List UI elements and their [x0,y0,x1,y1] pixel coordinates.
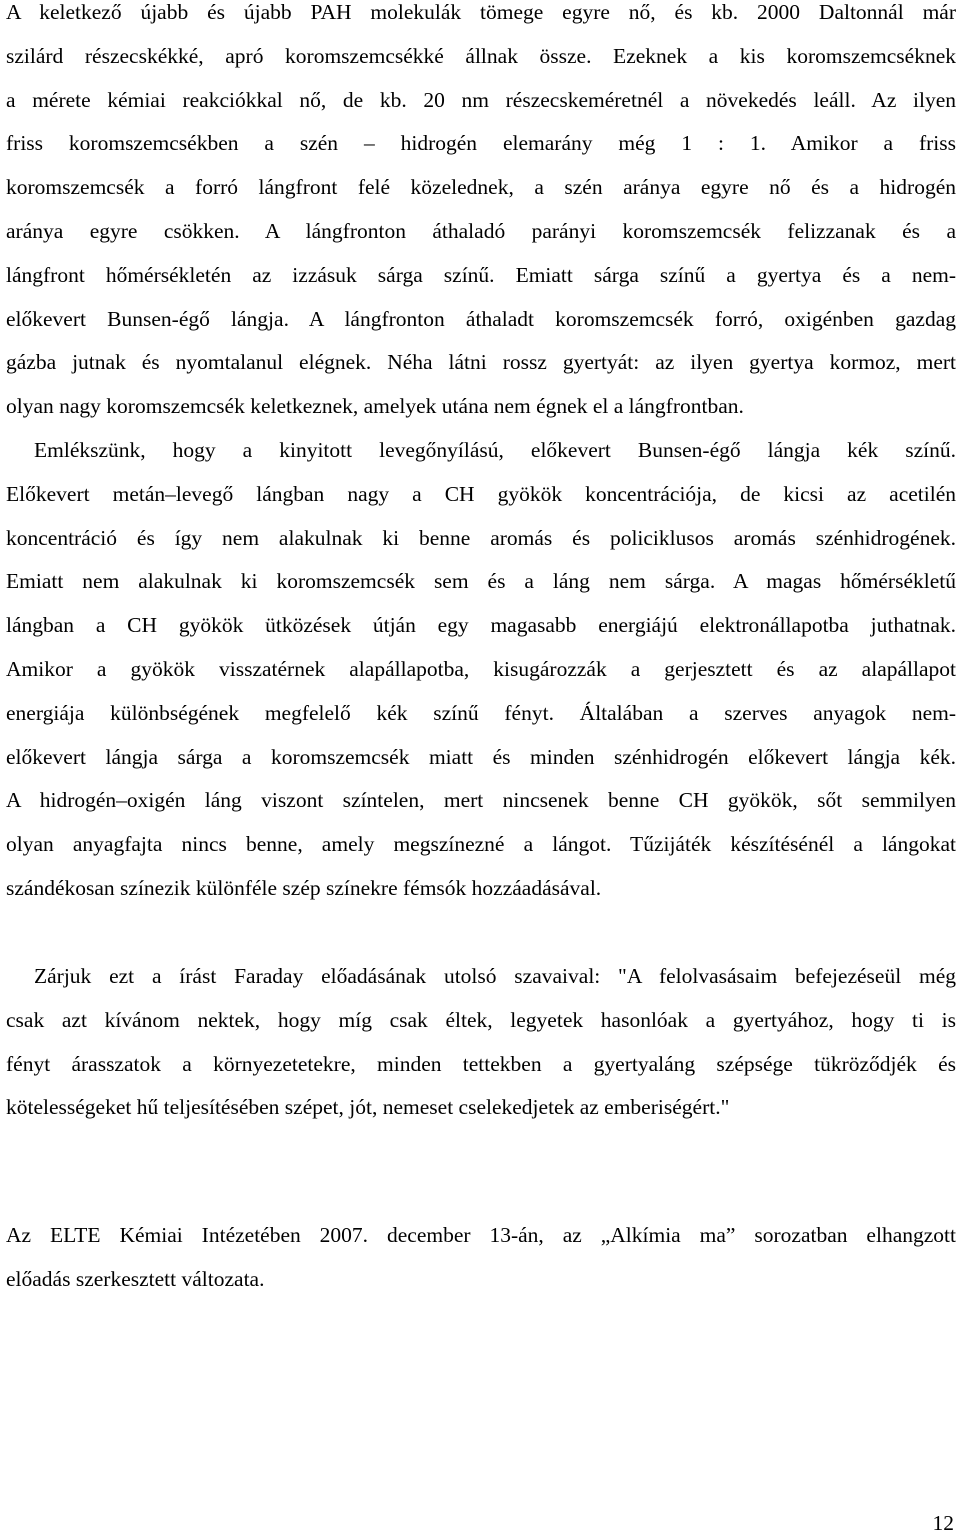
text-line: csak azt kívánom nektek, hogy míg csak éltek, legyetek hasonlóak a gyertyához, hogy ti is [6,1007,956,1032]
text-line: a mérete kémiai reakciókkal nő, de kb. 20 nm részecskeméretnél a növekedés leáll. Az ilyen [6,87,956,112]
text-line: lángban a CH gyökök ütközések útján egy magasabb energiájú elektronállapotba juthatnak. [6,613,956,638]
paragraph-source-note [6,1214,956,1302]
text-line: koromszemcsék a forró lángfront felé közelednek, a szén aránya egyre nő és a hidrogén [6,175,956,200]
paragraph-faraday-quote [6,955,956,1130]
text-line: Előkevert metán–levegő lángban nagy a CH gyökök koncentrációja, de kicsi az acetilén [6,481,956,506]
text-line: kötelességeket hű teljesítésében szépet, jót, nemeset cselekedjetek az emberiségért." [6,1095,730,1120]
text-line: energiája különbségének megfelelő kék színű fényt. Általában a szerves anyagok nem- [6,700,956,725]
text-line: friss koromszemcsékben a szén – hidrogén elemarány még 1 : 1. Amikor a friss [6,131,956,156]
text-line: olyan anyagfajta nincs benne, amely megszínezné a lángot. Tűzijáték készítésénél a lángokat [6,832,956,857]
text-line: koncentráció és így nem alakulnak ki benne aromás és policiklusos aromás szénhidrogének. [6,525,956,550]
text-line: szándékosan színezik különféle szép színekre fémsók hozzáadásával. [6,875,602,900]
text-line: A hidrogén–oxigén láng viszont színtelen, mert nincsenek benne CH gyökök, sőt semmilyen [6,788,956,813]
text-line: szilárd részecskékké, apró koromszemcsékké állnak össze. Ezeknek a kis koromszemcséknek [6,43,956,68]
body-text-top [6,0,956,911]
paragraph-soot-formation [6,0,956,429]
text-line: Zárjuk ezt a írást Faraday előadásának utolsó szavaival: "A felolvasásaim befejezéseül még [34,964,956,988]
text-line: Emlékszünk, hogy a kinyitott levegőnyílású, előkevert Bunsen-égő lángja kék színű. [34,437,956,462]
text-line: olyan nagy koromszemcsék keletkeznek, amelyek utána nem égnek el a lángfrontban. [6,394,744,419]
text-line: aránya egyre csökken. A lángfronton áthaladó parányi koromszemcsék felizzanak és a [6,218,956,243]
text-line: Amikor a gyökök visszatérnek alapállapotba, kisugározzák a gerjesztett és az alapállapot [6,656,956,681]
text-line: előkevert lángja sárga a koromszemcsék miatt és minden szénhidrogén előkevert lángja kék. [6,744,956,769]
text-line: előkevert Bunsen-égő lángja. A lángfronton áthaladt koromszemcsék forró, oxigénben gazdag [6,306,956,331]
text-line: előadás szerkesztett változata. [6,1266,265,1291]
text-line: fényt árasszatok a környezetetekre, minden tettekben a gyertyaláng szépsége tükröződjék és [6,1051,956,1076]
text-line: Emiatt nem alakulnak ki koromszemcsék sem és a láng nem sárga. A magas hőmérsékletű [6,569,956,594]
paragraph-blue-flame [6,429,956,911]
text-line: gázba jutnak és nyomtalanul elégnek. Néha látni rossz gyertyát: az ilyen gyertya kormoz, mert [6,350,956,375]
text-line: lángfront hőmérsékletén az izzásuk sárga színű. Emiatt sárga színű a gyertya és a nem- [6,262,956,287]
text-line: Az ELTE Kémiai Intézetében 2007. december 13-án, az „Alkímia ma” sorozatban elhangzott [6,1223,956,1247]
text-line: A keletkező újabb és újabb PAH molekulák tömege egyre nő, és kb. 2000 Daltonnál már [6,0,956,24]
page-number: 12 [932,1511,954,1535]
